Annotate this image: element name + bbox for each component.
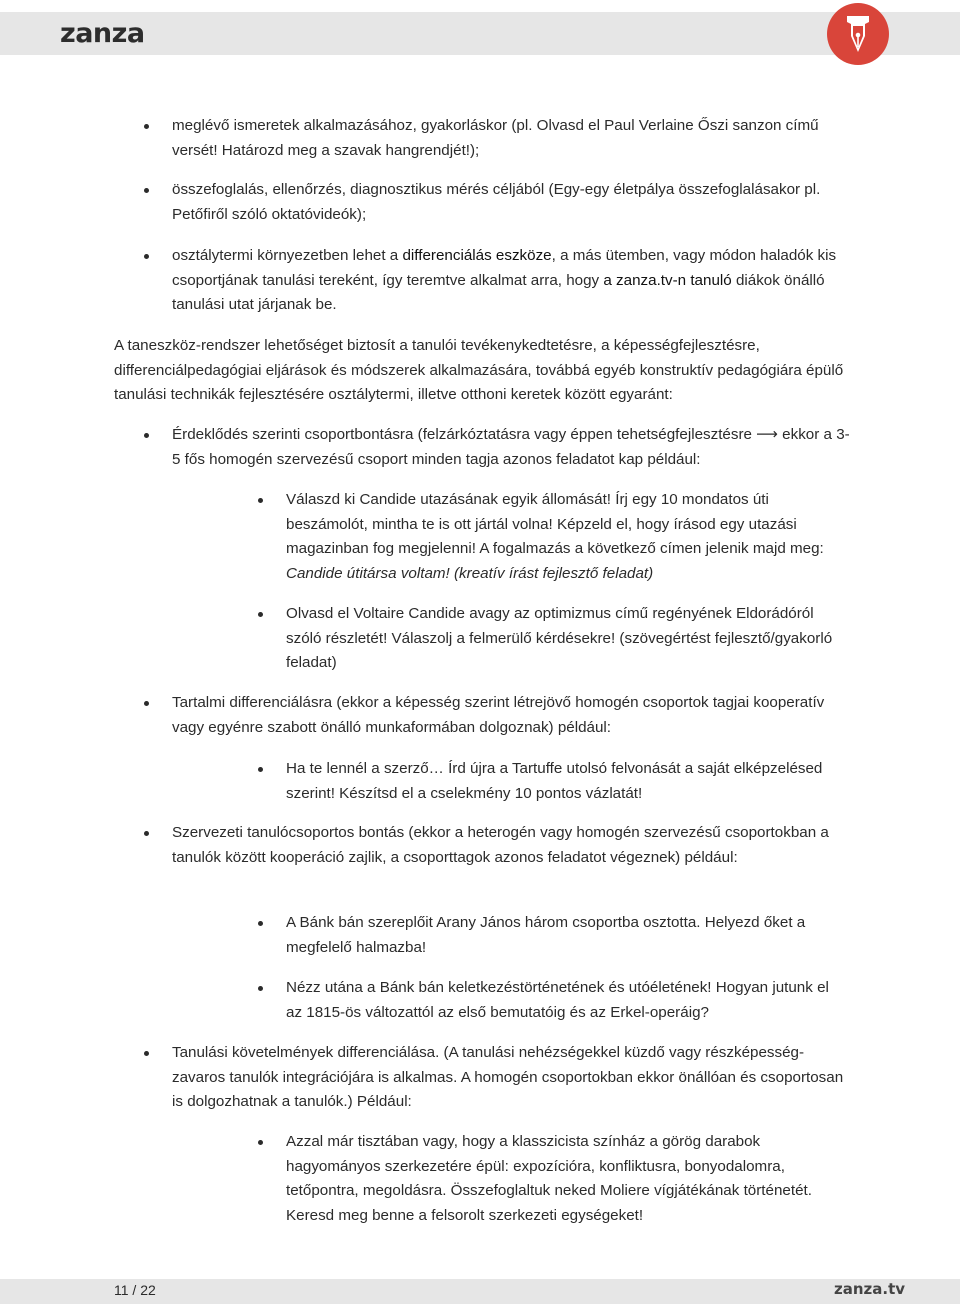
list-item-text: , a más ütemben, vagy módon haladók kis csoportjának tanulási tereként, így teremtve alkalmat arra, hogy — [172, 247, 837, 289]
list-item — [172, 1041, 852, 1115]
bullet — [144, 701, 149, 706]
list-item-text: Nézz utána a Bánk bán keletkezéstörténetének és utóéletének! Hogyan jutunk el az 1815-ös változattól az első bemutatóig és az Erkel-operáig? — [286, 979, 829, 1021]
bullet — [144, 433, 149, 438]
list-item-text: Olvasd el Voltaire Candide avagy az optimizmus című regényének Eldorádóról szóló részletét! Válaszolj a felmerülő kérdésekre! (szövegértést fejlesztő/gyakorló feladat) — [286, 605, 833, 671]
bullet — [144, 254, 149, 259]
page-number: 11 / 22 — [114, 1282, 156, 1298]
sub-list-item — [286, 976, 846, 1025]
bullet — [258, 767, 263, 772]
bullet — [144, 124, 149, 129]
list-item-text: meglévő ismeretek alkalmazásához, gyakorláskor (pl. Olvasd el Paul Verlaine Őszi sanzon című versét! Határozd meg a szavak hangrendjét!); — [172, 117, 819, 159]
italic-title: Candide útitársa voltam! (kreatív írást fejlesztő feladat) — [286, 564, 654, 582]
bullet — [258, 498, 263, 503]
list-item-text: diákok önálló tanulási utat járjanak be. — [172, 271, 825, 313]
list-item — [172, 178, 852, 227]
list-item-text: Tartalmi differenciálásra (ekkor a képesség szerint létrejövő homogén csoportok tagjai kooperatív vagy egyénre szabott önálló munkaformában dolgoznak) például: — [172, 694, 825, 736]
sub-list-item — [286, 757, 846, 806]
list-item — [172, 244, 852, 318]
highlight-differenciálás: differenciálás eszköze — [402, 247, 552, 264]
list-item — [172, 821, 852, 870]
list-item-text: összefoglalás, ellenőrzés, diagnosztikus mérés céljából (Egy-egy életpálya összefoglalásakor pl. Petőfiről szóló oktatóvideók); — [172, 181, 821, 223]
sub-list-item — [286, 488, 846, 586]
intro-paragraph: A taneszköz-rendszer lehetőséget biztosít a tanulói tevékenykedtetésre, a képességfejlesztésre, differenciálpedagógiai eljárások és módszerek alkalmazására, továbbá egyéb konstruktív pedagógiára épülő tanulási technikák fejlesztésére osztálytermi, illetve otthoni keretek között egyaránt: — [114, 337, 844, 403]
list-item-text: Szervezeti tanulócsoportos bontás (ekkor a heterogén vagy homogén szervezésű csoportokban a tanulók között kooperáció zajlik, a csoporttagok azonos feladatot végeznek) például: — [172, 824, 829, 866]
list-item — [172, 423, 852, 472]
bullet — [258, 921, 263, 926]
highlight-zanza: a zanza.tv-n tanuló — [603, 271, 732, 289]
zanza-logo: zanza — [60, 18, 145, 49]
zanza-tv-logo: zanza.tv — [834, 1280, 906, 1298]
bullet — [144, 831, 149, 836]
bullet — [144, 1051, 149, 1056]
sub-list-item — [286, 602, 846, 676]
list-item-text: A Bánk bán szereplőit Arany János három csoportba osztotta. Helyezd őket a megfelelő halmazba! — [286, 914, 806, 956]
list-item-text: Válaszd ki Candide utazásának egyik állomását! Írj egy 10 mondatos úti beszámolót, mintha te is ott jártál volna! Képzeld el, hogy írásod egy utazási magazinban fog megjelenni! A fogalmazás a következő címen jelenik majd meg: — [286, 491, 824, 557]
list-item-text: osztálytermi környezetben lehet a — [172, 247, 403, 264]
sub-list-item — [286, 1130, 846, 1228]
list-item-text: Ha te lennél a szerző… Írd újra a Tartuffe utolsó felvonását a saját elképzelésed szerint! Készítsd el a cselekmény 10 pontos vázlatát! — [286, 760, 823, 802]
sub-list-item — [286, 911, 846, 960]
list-item — [172, 114, 852, 163]
list-item-text: Érdeklődés szerinti csoportbontásra (felzárkóztatásra vagy éppen tehetségfejlesztésre ⟶ ekkor a 3-5 fős homogén szervezésű csoport minden tagja azonos feladatot kap például: — [172, 426, 850, 468]
bullet — [258, 986, 263, 991]
list-item-text: Tanulási követelmények differenciálása. (A tanulási nehézségekkel küzdő vagy részképesség-zavaros tanulók integrációjára is alkalmas. A homogén csoportokban ekkor önállóan és csoportosan is dolgozhatnak a tanulók.) Például: — [172, 1044, 844, 1110]
fountain-pen-icon — [826, 2, 890, 66]
bullet — [258, 1140, 263, 1145]
bullet — [258, 612, 263, 617]
list-item — [172, 691, 852, 740]
list-item-text: Azzal már tisztában vagy, hogy a klasszicista színház a görög darabok hagyományos szerkezetére épül: expozícióra, konfliktusra, bonyodalomra, tetőpontra, megoldásra. Összefoglaltuk neked Moliere vígjátékának történetét. Keresd meg benne a felsorolt szerkezeti egységeket! — [286, 1133, 812, 1224]
bullet — [144, 188, 149, 193]
